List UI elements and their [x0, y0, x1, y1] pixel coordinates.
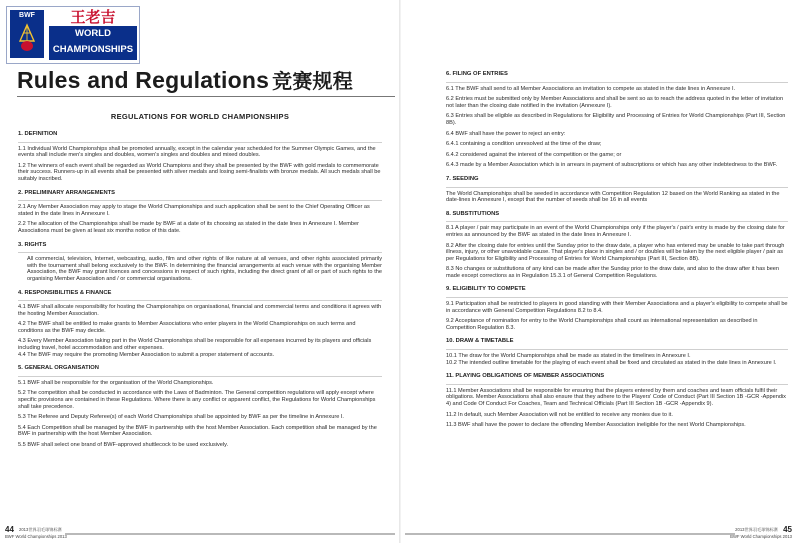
section-title: 11. PLAYING OBLIGATIONS OF MEMBER ASSOCIATIONS — [446, 370, 788, 385]
document-title: REGULATIONS FOR WORLD CHAMPIONSHIPS — [110, 112, 290, 121]
regulation-section — [18, 239, 382, 283]
right-footer — [400, 522, 800, 543]
section-paragraph: 11.3 BWF shall have the power to declare the offending Member Association ineligible for the next World Championships. — [446, 422, 746, 429]
regulation-section — [18, 362, 382, 448]
heading-divider — [17, 96, 395, 97]
section-paragraph: 4.2 The BWF shall be entitled to make grants to Member Associations who enter players in the World Championships on such terms and conditions as the BWF may decide. — [18, 321, 356, 334]
section-title: 2. PRELIMINARY ARRANGEMENTS — [18, 187, 382, 202]
wordmark-line-2: CHAMPIONSHIPS — [52, 44, 134, 55]
section-paragraph: 5.5 BWF shall select one brand of BWF-approved shuttlecock to be used exclusively. — [18, 442, 229, 448]
section-paragraph: 5.3 The Referee and Deputy Referee(s) of each World Championships shall be appointed by BWF as per the timeline in Annexure I. — [18, 414, 344, 421]
regulation-section — [446, 68, 788, 169]
sponsor-brand: 王老吉 — [70, 8, 116, 26]
world-championships-wordmark — [49, 26, 137, 60]
footer-rule — [65, 533, 395, 535]
section-paragraph: 6.4.1 containing a condition unresolved at the time of the draw; — [446, 141, 602, 148]
section-paragraph: 8.3 No changes or substitutions of any kind can be made after the Sunday prior to the draw date, and also to the draw after it has been made except corrections as in Regulation 15.3.1 of General Competition Regulations. — [446, 266, 780, 279]
section-title: 7. SEEDING — [446, 173, 788, 188]
wordmark-line-1: WORLD — [75, 28, 111, 39]
section-paragraph: All commercial, television, Internet, webcasting, audio, film and other rights of like nature at all venues, and other rights associated primarily with the tournament shall belong exclusively to the BWF. In determining the financial arrangements at each venue with the organising Member Association, the BWF may grant licences and concessions in respect of such rights, including the direct grant of all or part of such rights to the organising Member Association and / or commercial organisations. — [27, 256, 382, 282]
bwf-emblem — [10, 10, 44, 58]
section-paragraph: 8.1 A player / pair may participate in an event of the World Championships only if the player's / pair's entry is made by the closing date for entries as announced by the BWF as stated in the date lines in Annexure I. — [446, 225, 785, 238]
section-paragraph: 4.1 BWF shall allocate responsibility for hosting the Championships on organisational, financial and commercial terms and conditions it agrees with the hosting Member Association. — [18, 304, 382, 317]
section-title: 5. GENERAL ORGANISATION — [18, 362, 382, 377]
footer-event-cn: 2013世界羽毛球锦标赛 — [19, 527, 62, 532]
regulation-section — [446, 335, 788, 366]
footer-event-cn: 2013世界羽毛球锦标赛 — [735, 527, 778, 532]
event-logo — [6, 6, 140, 64]
section-paragraph: 10.1 The draw for the World Championships shall be made as stated in the timelines in Annexure I. 10.2 The intended outline timetable for the playing of each event shall be fixed and circulated as stated in the date lines in Annexure I. — [446, 353, 777, 366]
section-paragraph: 6.2 Entries must be submitted only by Member Associations and shall be sent so as to reach the address quoted in the letter of invitation not later than the closing date notified in the invitation (Annexure I). — [446, 96, 784, 109]
section-paragraph: 2.1 Any Member Association may apply to stage the World Championships and such application shall be sent to the Chief Operating Officer as stated in the date lines in Annexure I. — [18, 204, 370, 217]
regulation-section — [446, 370, 788, 429]
regulation-section — [446, 173, 788, 204]
section-paragraph: 6.1 The BWF shall send to all Member Associations an invitation to compete as stated in the date lines in Annexure I. — [446, 85, 736, 92]
section-paragraph: 11.2 In default, such Member Association will not be entitled to receive any monies due to it. — [446, 411, 673, 418]
section-paragraph: 6.4.2 considered against the interest of the competition or the game; or — [446, 151, 622, 158]
bwf-logo-text: BWF — [19, 12, 35, 19]
section-paragraph: 5.1 BWF shall be responsible for the organisation of the World Championships. — [18, 379, 214, 386]
section-title: 6. FILING OF ENTRIES — [446, 68, 788, 83]
section-paragraph: 9.2 Acceptance of nomination for entry to the World Championships shall count as international representation as described in Competition Regulation 8.3. — [446, 318, 758, 331]
section-title: 9. ELIGIBILITY TO COMPETE — [446, 283, 788, 298]
footer-event-en: BWF World Championships 2013 — [5, 534, 67, 539]
section-paragraph: The World Championships shall be seeded in accordance with Competition Regulation 12 based on the World Ranking as stated in the date-lines in Annexure I, except that the number of seeds shall be 16 in all events — [446, 190, 780, 204]
right-column — [446, 68, 788, 433]
section-title: 8. SUBSTITUTIONS — [446, 208, 788, 223]
section-paragraph: 6.3 Entries shall be eligible as described in Regulations for Eligibility and Processing of Entries for World Championships (Part III, Section 8B). — [446, 113, 786, 126]
footer-event-en: BWF World Championships 2013 — [730, 534, 792, 539]
left-column — [18, 128, 382, 453]
section-title: 10. DRAW & TIMETABLE — [446, 335, 788, 350]
section-paragraph: 6.4.3 made by a Member Association which is in arrears in payment of subscriptions or which has any other indebtedness to the BWF. — [446, 162, 778, 169]
regulation-section — [446, 208, 788, 280]
regulation-section — [18, 287, 382, 359]
section-paragraph: 11.1 Member Associations shall be responsible for ensuring that the players entered by them and coaches and team officials fulfil their obligations. Member Associations shall also ensure that they adhere to the Players' Code of Conduct (Part III Section 1B -GCR -Appendix 4) and Code Of Conduct For Coaches, Team and Technical Officials (Part III Section 1B -GCR -Appendix 9). — [446, 387, 786, 407]
page-heading — [17, 65, 397, 93]
heading-chinese: 竞赛规程 — [272, 69, 353, 93]
section-paragraph: 1.2 The winners of each event shall be regarded as World Champions and they shall be presented by the BWF with gold medals to commemorate their success. Runners-up in all events shall be presented with silver medals and losing semi-finalists with bronze medals. All such medals shall be suitably inscribed. — [18, 162, 381, 182]
left-footer — [0, 522, 400, 543]
regulation-section — [18, 128, 382, 183]
section-paragraph: 4.3 Every Member Association taking part in the World Championships shall be responsible for all expenses incurred by its players and officials including travel, hotel accommodation and other expenses. 4.4 The BWF may require the promoting Member Association to submit a proper statement of accounts. — [18, 338, 372, 358]
regulation-section — [446, 283, 788, 331]
section-paragraph: 1.1 Individual World Championships shall be promoted annually, except in the calendar year scheduled for the Summer Olympic Games, and the events shall include men's singles and doubles, women's singles and doubles and mixed doubles. — [18, 145, 376, 159]
section-title: 1. DEFINITION — [18, 128, 382, 143]
section-title: 3. RIGHTS — [18, 239, 382, 254]
section-paragraph: 2.2 The allocation of the Championships shall be made by BWF at a date of its choosing as stated in the date lines in Annexure I. Member Associations must be given at least six months notice of this date. — [18, 221, 359, 234]
section-paragraph: 5.4 Each Competition shall be managed by the BWF in partnership with the host Member Association. Each competition shall be managed by the BWF in partnership with the host Member Association. — [18, 424, 377, 438]
section-paragraph: 5.2 The competition shall be conducted in accordance with the Laws of Badminton. The General competition regulations will apply except where specific provisions are contained in these Regulations. Where there is any conflict or apparent conflict, the Regulations for World Championships shall take precedence. — [18, 390, 376, 410]
section-paragraph: 8.2 After the closing date for entries until the Sunday prior to the draw date, a player who has entered may be unable to take part through illness, injury, or other unavoidable cause. That player's place in singles and / or doubles will be taken by the next eligible player / pair as per Regulations for Eligibility and Processing of Entries for World Championships (Part III, Section 8B). — [446, 242, 785, 262]
heading-english: Rules and Regulations — [17, 67, 270, 93]
footer-rule — [405, 533, 735, 535]
section-paragraph: 6.4 BWF shall have the power to reject an entry: — [446, 130, 566, 137]
shuttlecock-icon — [17, 23, 37, 53]
right-page — [400, 0, 800, 543]
page-number: 45 — [783, 525, 792, 534]
page-number: 44 — [5, 525, 14, 534]
section-title: 4. RESPONSIBILITIES & FINANCE — [18, 287, 382, 302]
section-paragraph: 9.1 Participation shall be restricted to players in good standing with their Member Associations and a player's eligibility to compete shall be in accordance with General Competition Regulations 8.2 to 8.4. — [446, 301, 788, 314]
regulation-section — [18, 187, 382, 235]
